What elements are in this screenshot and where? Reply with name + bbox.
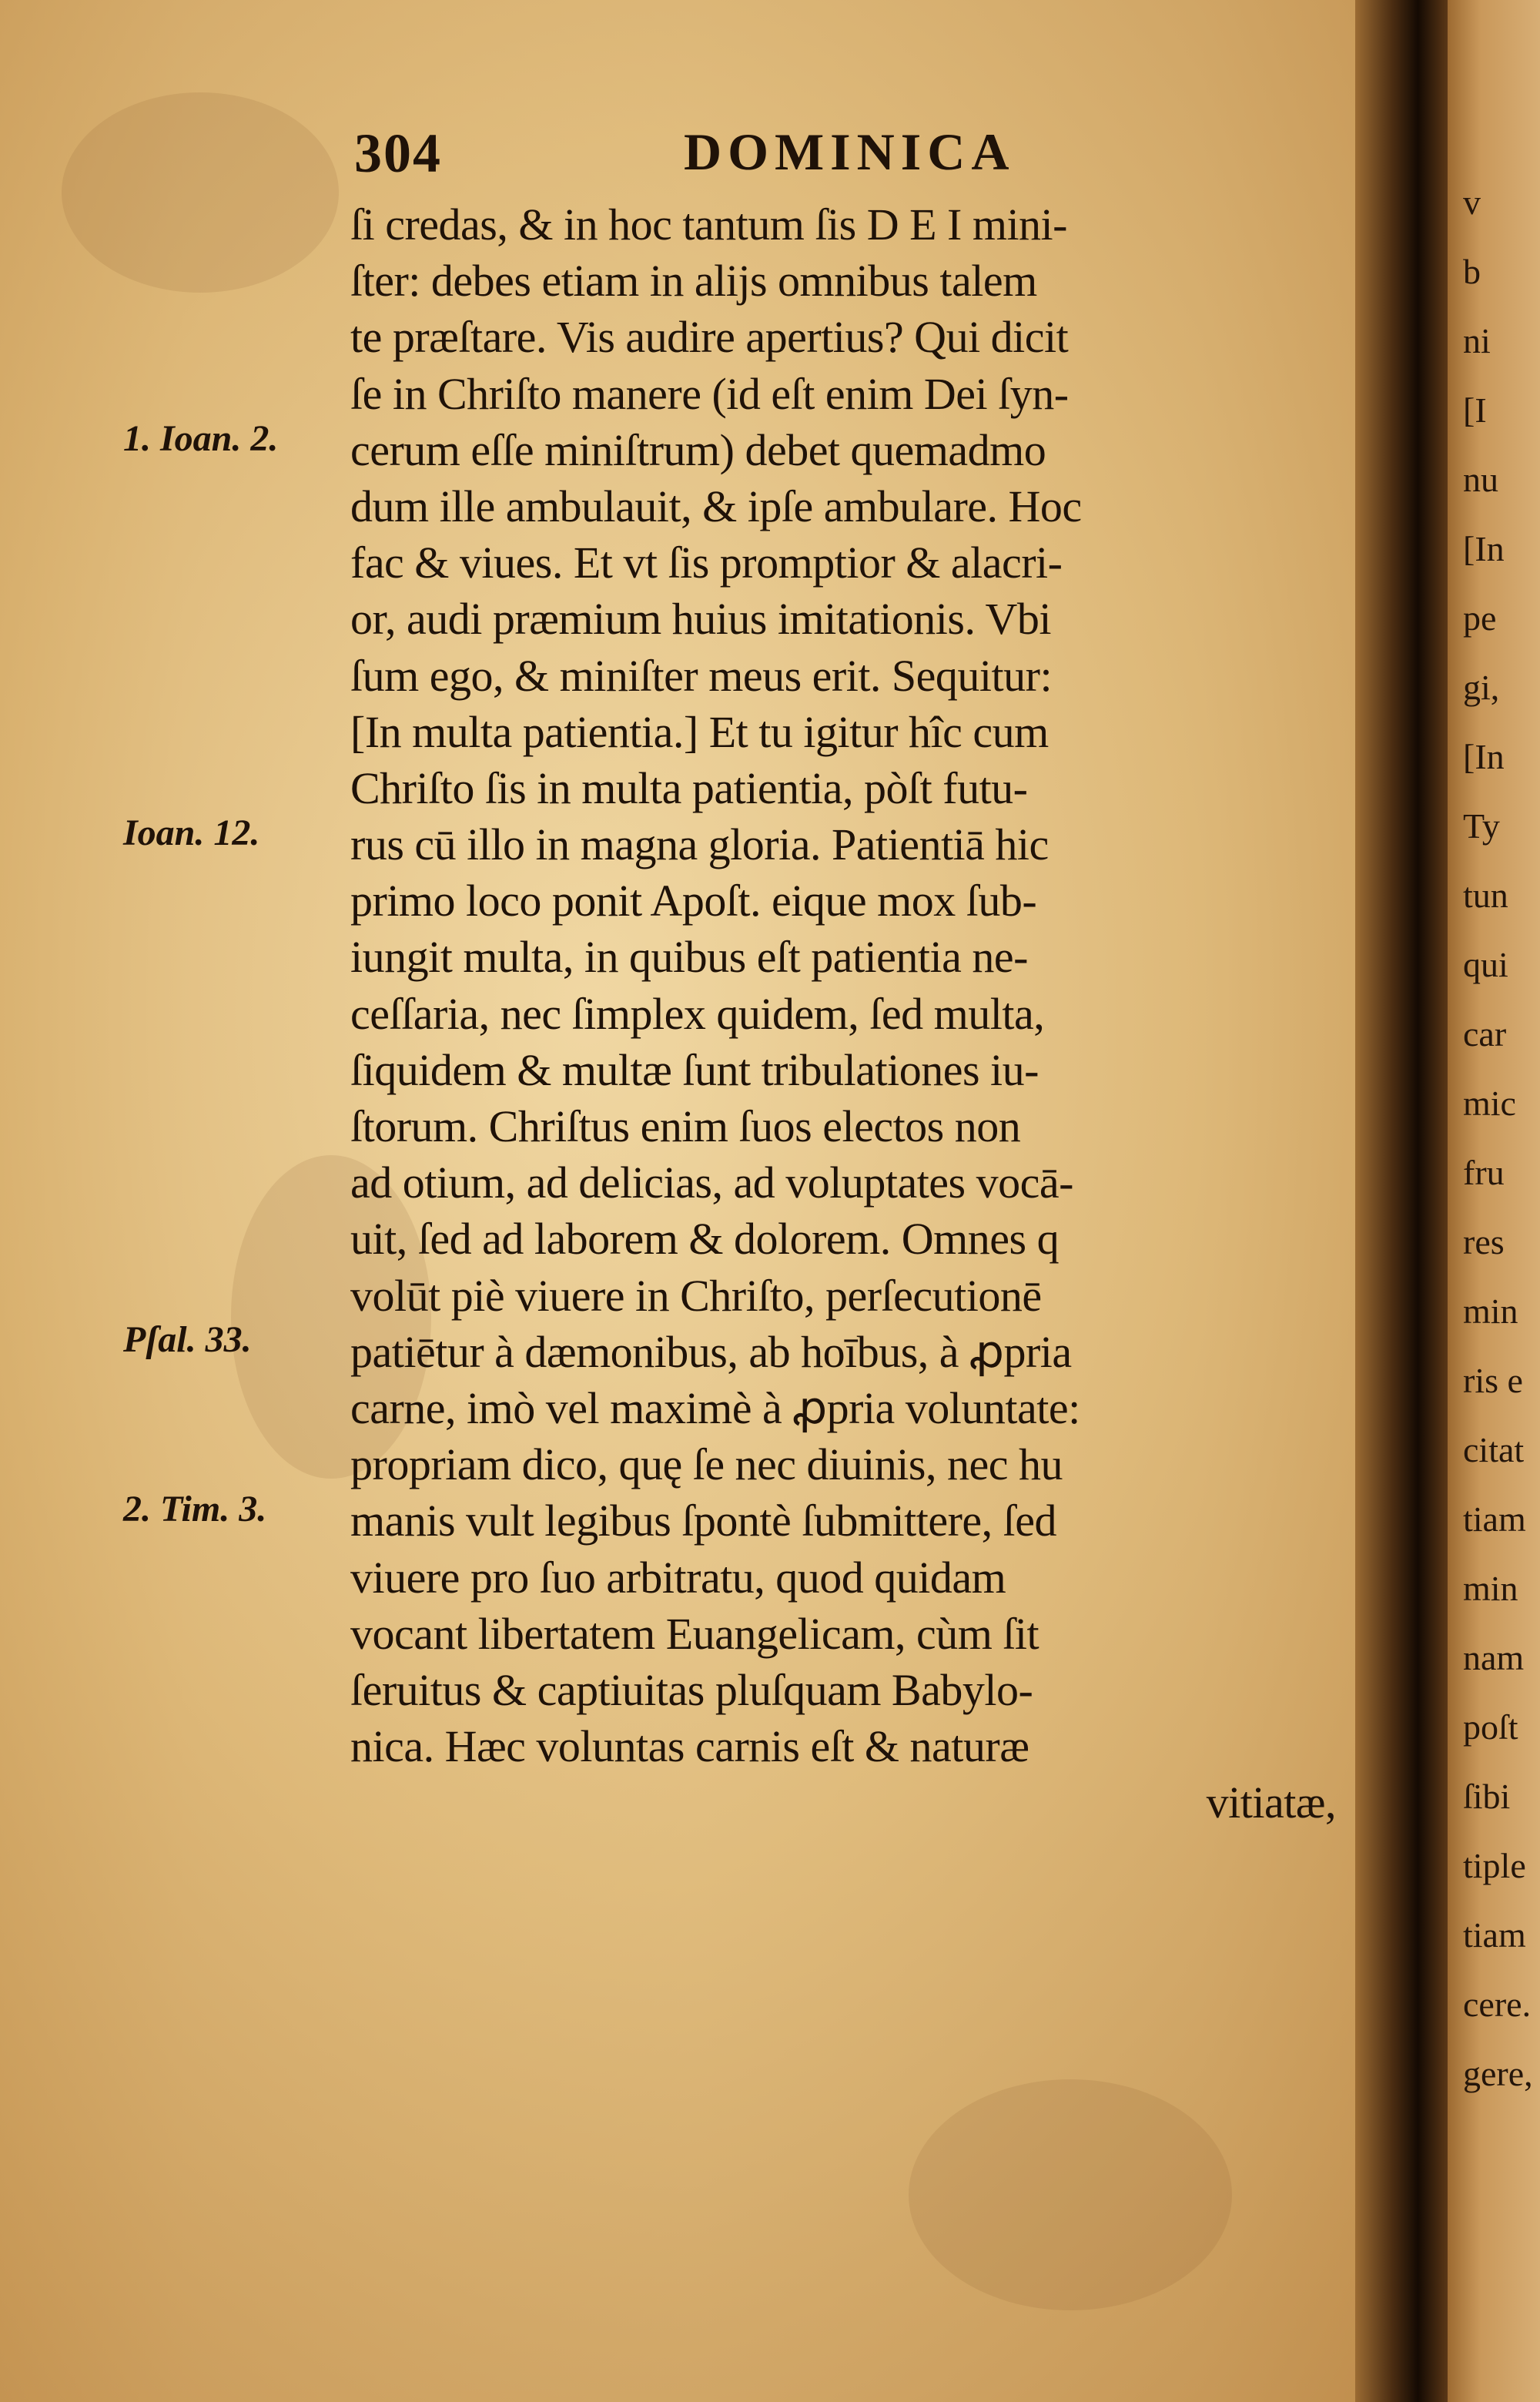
- facing-page-fragment: car: [1463, 1014, 1507, 1054]
- running-header: [354, 122, 1324, 186]
- text-line: ſum ego, & miniſter meus erit. Sequitur:: [350, 650, 1053, 701]
- text-line: [In multa patientia.] Et tu igitur hîc cum: [350, 706, 1049, 757]
- facing-page-fragment: cere.: [1463, 1985, 1532, 2024]
- facing-page-fragment: gere,: [1463, 2054, 1533, 2093]
- book-gutter: [1355, 0, 1448, 2402]
- facing-page-fragment: tiple: [1463, 1846, 1526, 1885]
- facing-page-fragment: tun: [1463, 876, 1508, 915]
- text-line: te præſtare. Vis audire apertius? Qui dicit: [350, 312, 1069, 363]
- facing-page-fragment: Ty: [1463, 806, 1500, 846]
- facing-page-fragment: v: [1463, 183, 1481, 222]
- text-line: ſi credas, & in hoc tantum ſis D E I mini-: [350, 199, 1067, 250]
- paper-stain: [62, 92, 339, 293]
- text-line: fac & viues. Et vt ſis promptior & alacri-: [350, 538, 1063, 588]
- text-line: dum ille ambulauit, & ipſe ambulare. Hoc: [350, 481, 1082, 531]
- text-line: viuere pro ſuo arbitratu, quod quidam: [350, 1552, 1006, 1603]
- text-line: ſe in Chriſto manere (id eſt enim Dei ſyn-: [350, 368, 1069, 419]
- text-line: ſtorum. Chriſtus enim ſuos electos non: [350, 1101, 1021, 1151]
- text-line: rus cū illo in magna gloria. Patientiā hic: [350, 819, 1049, 870]
- text-line: carne, imò vel maximè à ꝓpria voluntate:: [350, 1382, 1080, 1433]
- text-line: uit, ſed ad laborem & dolorem. Omnes q: [350, 1214, 1060, 1265]
- facing-page-fragment: ſibi: [1463, 1777, 1511, 1816]
- margin-citation: Ioan. 12.: [123, 812, 260, 853]
- facing-page-fragment: fru: [1463, 1153, 1505, 1192]
- margin-citation: Pſal. 33.: [123, 1319, 252, 1360]
- text-line: iungit multa, in quibus eſt patientia ne-: [350, 932, 1028, 983]
- text-line: ſiquidem & multæ ſunt tribulationes iu-: [350, 1044, 1039, 1095]
- facing-page-fragment: poſt: [1463, 1707, 1518, 1747]
- facing-page-fragment: nam: [1463, 1638, 1525, 1677]
- facing-page-fragment: gi,: [1463, 668, 1500, 707]
- facing-page-fragment: b: [1463, 252, 1481, 291]
- text-line: ceſſaria, nec ſimplex quidem, ſed multa,: [350, 988, 1045, 1039]
- facing-page-fragment: [In: [1463, 529, 1505, 568]
- text-line: ſeruitus & captiuitas pluſquam Babylo-: [350, 1664, 1033, 1715]
- paper-stain: [909, 2079, 1232, 2310]
- text-line: primo loco ponit Apoſt. eique mox ſub-: [350, 876, 1037, 926]
- text-line: ad otium, ad delicias, ad voluptates vocā-: [350, 1157, 1073, 1208]
- facing-page-fragment: qui: [1463, 945, 1508, 984]
- facing-page-fragment: min: [1463, 1569, 1518, 1608]
- header-title: DOMINICA: [684, 122, 1016, 181]
- margin-citation: 1. Ioan. 2.: [123, 418, 279, 459]
- text-line: or, audi præmium huius imitationis. Vbi: [350, 594, 1051, 645]
- facing-page-fragment: min: [1463, 1291, 1518, 1331]
- body-text: [350, 196, 1351, 1831]
- text-line: Chriſto ſis in multa patientia, pòſt futu-: [350, 762, 1028, 813]
- facing-page-fragment: tiam: [1463, 1915, 1526, 1955]
- margin-citation: 2. Tim. 3.: [123, 1489, 267, 1529]
- text-line: volūt piè viuere in Chriſto, perſecutionē: [350, 1270, 1042, 1321]
- text-line: patiētur à dæmonibus, ab hoībus, à ꝓpria: [350, 1326, 1072, 1377]
- facing-page-fragment: mic: [1463, 1084, 1516, 1123]
- facing-page-fragment: nu: [1463, 460, 1498, 499]
- text-line: cerum eſſe miniſtrum) debet quemadmo: [350, 424, 1046, 475]
- text-line: vocant libertatem Euangelicam, cùm ſit: [350, 1608, 1040, 1659]
- facing-page-edge: [1448, 0, 1540, 2402]
- catchword: vitiatæ,: [1206, 1777, 1336, 1828]
- page-number: 304: [354, 122, 442, 184]
- text-line: manis vult legibus ſpontè ſubmittere, ſed: [350, 1496, 1057, 1546]
- facing-page-fragment: pe: [1463, 598, 1497, 638]
- facing-page-fragment: ris e: [1463, 1361, 1523, 1400]
- text-line: ſter: debes etiam in alijs omnibus talem: [350, 256, 1037, 307]
- facing-page-fragment: ni: [1463, 321, 1491, 360]
- facing-page-fragment: tiam: [1463, 1499, 1526, 1539]
- text-line: propriam dico, quę ſe nec diuinis, nec hu: [350, 1439, 1063, 1490]
- facing-page-fragment: [I: [1463, 390, 1487, 430]
- facing-page-fragment: res: [1463, 1222, 1505, 1261]
- facing-page-fragment: [In: [1463, 737, 1505, 776]
- text-line: nica. Hæc voluntas carnis eſt & naturæ: [350, 1721, 1029, 1772]
- facing-page-fragment: citat: [1463, 1430, 1525, 1469]
